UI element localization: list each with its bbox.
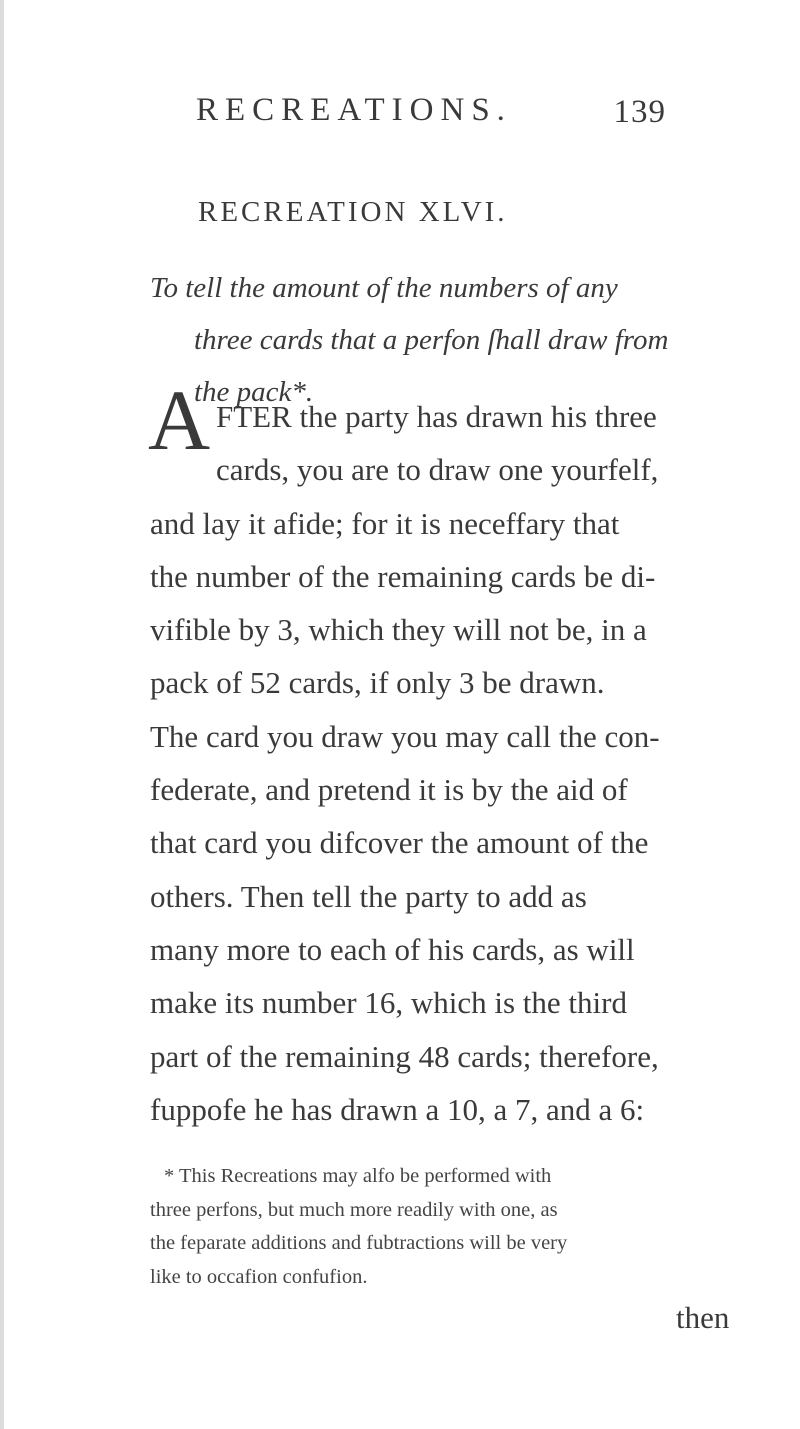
- body-line: make its number 16, which is the third: [150, 985, 627, 1021]
- body-line: part of the remaining 48 cards; therefore,: [150, 1038, 659, 1074]
- body-line: fuppofe he has drawn a 10, a 7, and a 6:: [150, 1091, 645, 1127]
- footnote-line: the feparate additions and fubtractions will be very: [150, 1232, 568, 1254]
- body-line: others. Then tell the party to add as: [150, 878, 587, 914]
- catchword: then: [676, 1300, 730, 1335]
- page-number: 139: [613, 94, 666, 130]
- body-line: that card you difcover the amount of the: [150, 825, 649, 861]
- section-title: RECREATION XLVI.: [198, 196, 508, 228]
- footnote-line: like to occafion confufion.: [150, 1265, 368, 1288]
- footnote: [150, 1160, 760, 1294]
- body-line: The card you draw you may call the con-: [150, 718, 660, 754]
- page-edge: [0, 0, 4, 1429]
- body-line: the number of the remaining cards be di-: [150, 558, 656, 594]
- body-line: vifible by 3, which they will not be, in a: [150, 612, 647, 648]
- body-line: cards, you are to draw one yourfelf,: [216, 452, 659, 488]
- body-line: many more to each of his cards, as will: [150, 931, 635, 967]
- running-head: [196, 92, 666, 142]
- body-text: [150, 390, 760, 1136]
- body-line: federate, and pretend it is by the aid of: [150, 772, 628, 808]
- running-head-title: RECREATIONS.: [196, 92, 512, 128]
- subtitle-line: three cards that a perfon ſhall draw from: [194, 324, 669, 356]
- footnote-line: * This Recreations may alfo be performed with: [164, 1165, 552, 1187]
- drop-cap: A: [148, 372, 211, 468]
- body-line: pack of 52 cards, if only 3 be drawn.: [150, 665, 605, 701]
- subtitle-line: the pack*.: [194, 376, 314, 408]
- subtitle-line: To tell the amount of the numbers of any: [150, 272, 618, 304]
- body-line: and lay it afide; for it is neceffary that: [150, 505, 620, 541]
- body-line: FTER the party has drawn his three: [216, 399, 657, 434]
- footnote-line: three perfons, but much more readily with one, as: [150, 1198, 558, 1221]
